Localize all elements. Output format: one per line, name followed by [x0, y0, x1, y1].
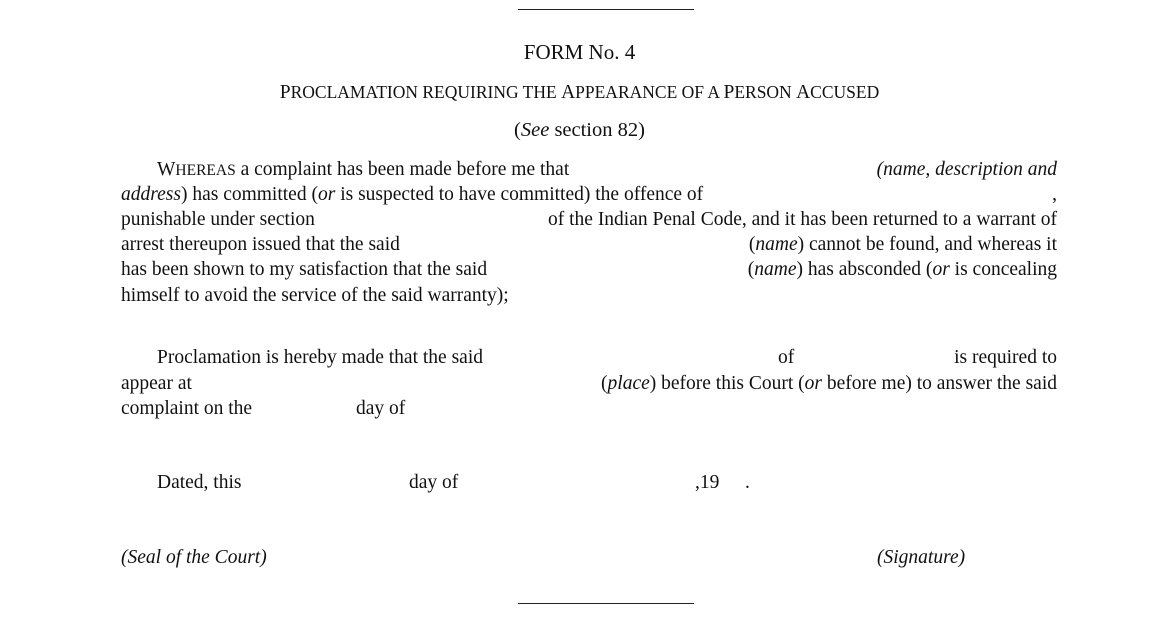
dated-day-of: day of — [409, 472, 459, 493]
para2-line3-left: complaint on the — [121, 398, 253, 419]
para1-line6: himself to avoid the service of the said warranty); — [121, 285, 509, 306]
dated-period: . — [745, 472, 750, 493]
para1-line5-right: (name) has absconded (or is concealing — [747, 259, 1057, 280]
para2-line2-right: (place) before this Court (or before me) to answer the said — [601, 373, 1057, 394]
form-title: FORM No. 4 — [523, 40, 636, 64]
para1-line4-right: (name) cannot be found, and whereas it — [748, 234, 1057, 255]
para2-line3-dayof: day of — [356, 398, 406, 419]
para1-line1-left: WHEREAS a complaint has been made before me that — [157, 159, 570, 180]
para2-line1-left: Proclamation is hereby made that the said — [157, 347, 483, 368]
bottom-divider-rule — [518, 603, 694, 604]
dated-year: ,19 — [695, 472, 720, 493]
form-subtitle: PROCLAMATION REQUIRING THE APPEARANCE OF A PERSON ACCUSED — [279, 82, 880, 103]
para1-line2-comma: , — [1052, 184, 1057, 205]
signature-label: (Signature) — [877, 547, 966, 568]
section-reference: (See section 82) — [514, 119, 645, 141]
para1-line3-right: of the Indian Penal Code, and it has been returned to a warrant of — [548, 209, 1057, 230]
para1-line4-left: arrest thereupon issued that the said — [121, 234, 400, 255]
para2-line1-of: of — [778, 347, 795, 368]
para1-line5-left: has been shown to my satisfaction that the said — [121, 259, 488, 280]
para2-line1-right: is required to — [954, 347, 1057, 368]
para1-line2-left: address) has committed (or is suspected to have committed) the offence of — [121, 184, 704, 205]
seal-of-court: (Seal of the Court) — [121, 547, 267, 568]
para1-line3-left: punishable under section — [121, 209, 315, 230]
top-divider-rule — [518, 9, 694, 10]
para1-line1-right: (name, description and — [876, 159, 1057, 180]
para2-line2-left: appear at — [121, 373, 192, 394]
dated-label: Dated, this — [157, 472, 242, 493]
